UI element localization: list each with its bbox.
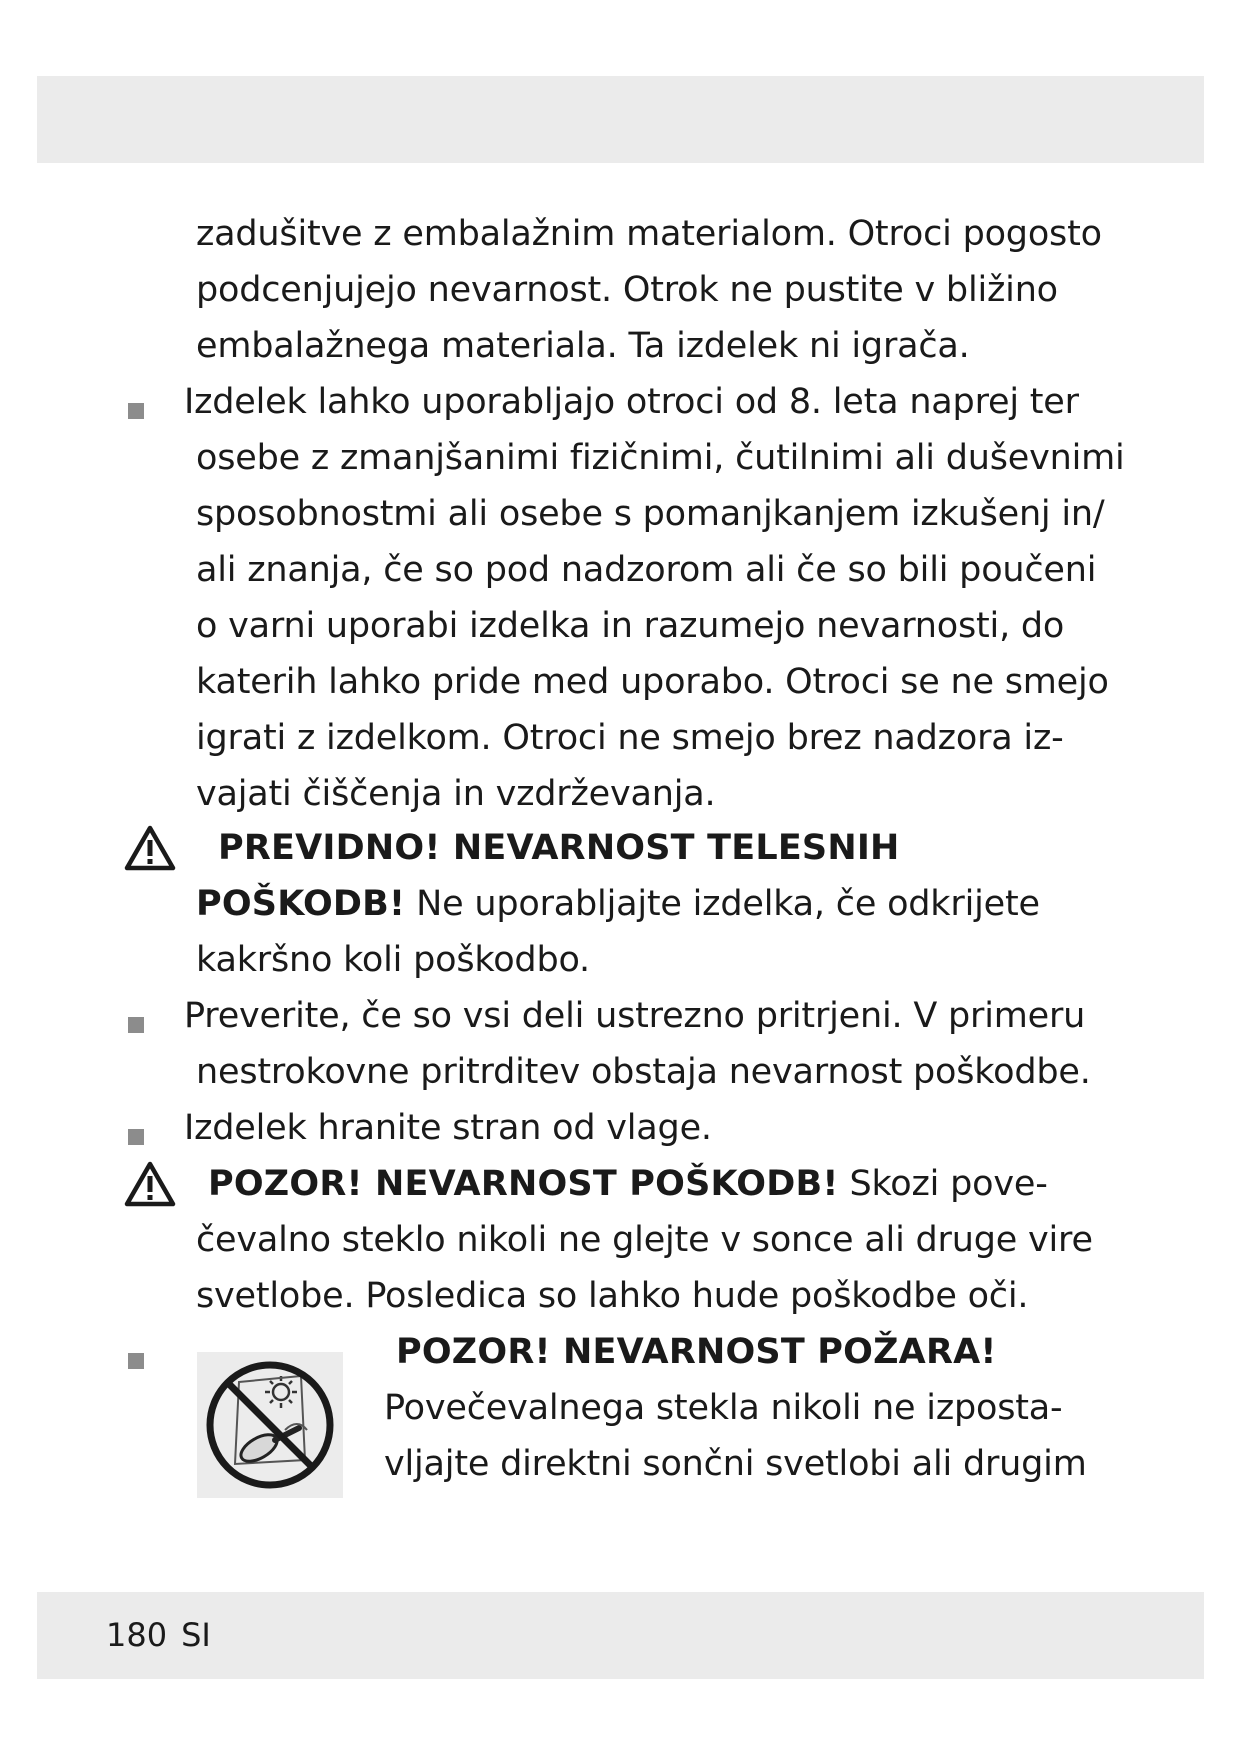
bullet-marker <box>128 1353 144 1369</box>
warning-triangle-icon <box>124 1161 176 1207</box>
footer-band <box>37 1592 1204 1679</box>
eyes-warning-heading: POZOR! NEVARNOST POŠKODB! <box>208 1164 839 1204</box>
injury-warning-text: Ne uporabljajte izdelka, če odkrijete <box>405 884 1040 924</box>
bullet-marker <box>128 1017 144 1033</box>
children-line-4: ali znanja, če so pod nadzorom ali če so bili poučeni <box>196 550 1097 590</box>
injury-warning-heading-cont: POŠKODB! <box>196 884 406 924</box>
eyes-warning-text: Skozi pove- <box>838 1164 1048 1204</box>
fire-warning-line-2: vljajte direktni sončni svetlobi ali drugim <box>384 1444 1087 1484</box>
page-number: 180 <box>106 1616 168 1654</box>
no-sunlight-icon <box>197 1352 343 1498</box>
children-line-2: osebe z zmanjšanimi fizičnimi, čutilnimi ali duševnimi <box>196 438 1125 478</box>
eyes-warning-line-1 <box>208 1156 1048 1212</box>
bullet-marker <box>128 1129 144 1145</box>
children-line-3: sposobnostmi ali osebe s pomanjkanjem izkušenj in/ <box>196 494 1105 534</box>
intro-line-1: zadušitve z embalažnim materialom. Otroci pogosto <box>196 214 1102 254</box>
no-sunlight-pictogram <box>197 1352 343 1498</box>
language-code: SI <box>181 1616 211 1654</box>
warning-triangle-icon <box>124 825 176 871</box>
children-line-6: katerih lahko pride med uporabo. Otroci se ne smejo <box>196 662 1109 702</box>
page-footer <box>106 1613 211 1657</box>
children-line-5: o varni uporabi izdelka in razumejo nevarnosti, do <box>196 606 1065 646</box>
eyes-warning-line-2: čevalno steklo nikoli ne glejte v sonce ali druge vire <box>196 1220 1093 1260</box>
intro-line-2: podcenjujejo nevarnost. Otrok ne pustite v bližino <box>196 270 1058 310</box>
injury-warning-heading: PREVIDNO! NEVARNOST TELESNIH <box>218 828 900 868</box>
intro-line-3: embalažnega materiala. Ta izdelek ni igrača. <box>196 326 970 366</box>
header-band <box>37 76 1204 163</box>
bullet-marker <box>128 403 144 419</box>
children-line-7: igrati z izdelkom. Otroci ne smejo brez nadzora iz- <box>196 718 1064 758</box>
moisture-line: Izdelek hranite stran od vlage. <box>184 1108 712 1148</box>
fire-warning-line-1: Povečevalnega stekla nikoli ne izposta- <box>384 1388 1063 1428</box>
parts-line-1: Preverite, če so vsi deli ustrezno pritrjeni. V primeru <box>184 996 1086 1036</box>
parts-line-2: nestrokovne pritrditev obstaja nevarnost poškodbe. <box>196 1052 1091 1092</box>
injury-warning-line-3: kakršno koli poškodbo. <box>196 940 590 980</box>
eyes-warning-line-3: svetlobe. Posledica so lahko hude poškodbe oči. <box>196 1276 1029 1316</box>
children-line-1: Izdelek lahko uporabljajo otroci od 8. leta naprej ter <box>184 382 1079 422</box>
children-line-8: vajati čiščenja in vzdrževanja. <box>196 774 716 814</box>
fire-warning-heading: POZOR! NEVARNOST POŽARA! <box>396 1332 997 1372</box>
injury-warning-line-2 <box>196 876 1040 932</box>
